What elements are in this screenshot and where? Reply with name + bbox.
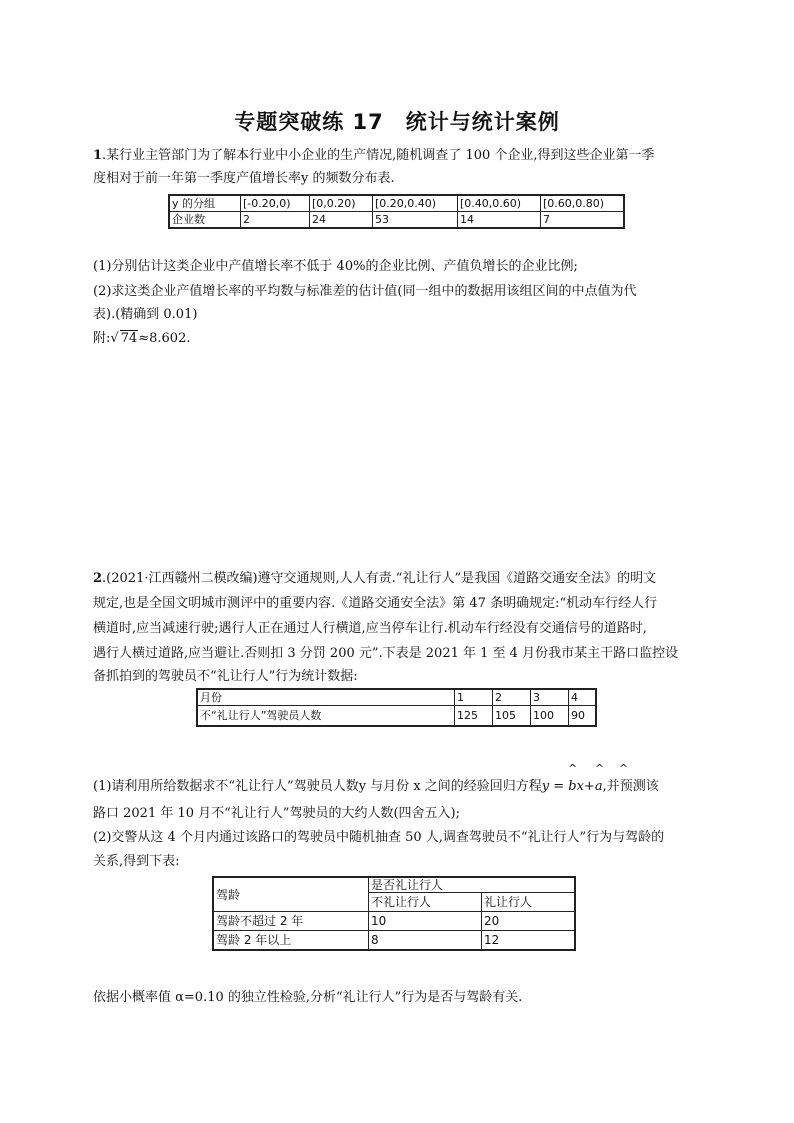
table-cell: 4 bbox=[569, 689, 597, 706]
table-cell: 驾龄 2 年以上 bbox=[213, 931, 369, 951]
q2-number: 2 bbox=[93, 571, 103, 586]
q2-line-5: 备抓拍到的驾驶员不“礼让行人”行为统计数据: bbox=[93, 669, 358, 684]
table-cell: 1 bbox=[455, 689, 493, 706]
table-cell: 90 bbox=[569, 706, 597, 727]
q1-frequency-table bbox=[168, 194, 625, 229]
table-cell: 100 bbox=[531, 706, 569, 727]
q1-line-1: 1.某行业主管部门为了解本行业中小企业的生产情况,随机调查了 100 个企业,得到这些企业第一季 bbox=[93, 148, 655, 163]
q1-part-2a: (2)求这类企业产值增长率的平均数与标准差的估计值(同一组中的数据用该组区间的中点值为代 bbox=[93, 284, 637, 299]
q1-part-2b: 表).(精确到 0.01) bbox=[93, 307, 198, 322]
table-cell: 不礼让行人 bbox=[369, 893, 482, 912]
table-cell: [0,0.20) bbox=[310, 195, 373, 212]
table-cell: [0.20,0.40) bbox=[373, 195, 458, 212]
q2-part-1b: 路口 2021 年 10 月不“礼让行人”驾驶员的大约人数(四舍五入); bbox=[93, 806, 460, 821]
table-cell: 14 bbox=[458, 212, 541, 229]
regression-equation: y = bx+a bbox=[541, 779, 603, 794]
table-cell: 是否礼让行人 bbox=[369, 877, 576, 893]
table-cell: 3 bbox=[531, 689, 569, 706]
q2-final-question: 依据小概率值 α=0.10 的独立性检验,分析“礼让行人”行为是否与驾龄有关. bbox=[93, 990, 523, 1005]
table-cell: y 的分组 bbox=[169, 195, 241, 212]
q2-part-1a: (1)请利用所给数据求不“礼让行人”驾驶员人数y 与月份 x 之间的经验回归方程y = bx+a,并预测该 bbox=[93, 779, 659, 794]
table-cell: 企业数 bbox=[169, 212, 241, 229]
table-cell: 24 bbox=[310, 212, 373, 229]
document-page: 专题突破练 17 统计与统计案例 1.某行业主管部门为了解本行业中小企业的生产情况,随机调查了 100 个企业,得到这些企业第一季 度相对于前一年第一季度产值增长率y 的频数分布表. y 的分组 [-0.20,0) [0,0.20) [0.20,0.40) [0.40,0.60) [0.60,0.80) 企业数 2 24 53 14 7 (1)分别估计这类企业中产值增长率不低于 40%的企业比例、产值负增长的企业比例; (2)求这类企业产值增长率的平均数与标准差的估计值(同一组中的数据用该组区间的中点值为代 表).(精确到 0.01) 附:√ 74≈8.602. 2.(2021·江西赣州二模改编)遵守交通规则,人人有责.“礼让行人”是我国《道路交通安全法》的明文 规定,也是全国文明城市测评中的重要内容.《道路交通安全法》第 47 条明确规定:“机动车行经人行 横道时,应当减速行驶;遇行人正在通过人行横道,应当停车让行.机动车行经没有交通信号的道路时, 遇行人横过道路,应当避让.否则扣 3 分罚 200 元”.下表是 2021 年 1 至 4 月份我市某主干路口监控设 备抓拍到的驾驶员不“礼让行人”行为统计数据: 月份 1 2 3 4 不“礼让行人”驾驶员人数 125 105 100 90 ^ ^ ^ (1)请利用所给数据求不“礼让行人”驾驶员人数y 与月份 x 之间的经验回归方程y = bx+a,并预测该 路口 2021 年 10 月不“礼让行人”驾驶员的大约人数(四舍五入); (2)交警从这 4 个月内通过该路口的驾驶员中随机抽查 50 人,调查驾驶员不“礼让行人”行为与驾龄的 关系,得到下表: 驾龄 是否礼让行人 不礼让行人 礼让行人 驾龄不超过 2 年 10 20 驾龄 2 年以上 8 12 依据小概率值 α=0.10 的独立性检验,分析“礼让行人”行为是否与驾龄有关. bbox=[0, 0, 794, 1123]
table-row bbox=[213, 877, 575, 893]
q2-contingency-table bbox=[212, 876, 576, 951]
table-cell: [0.40,0.60) bbox=[458, 195, 541, 212]
q2-line-2: 规定,也是全国文明城市测评中的重要内容.《道路交通安全法》第 47 条明确规定:“机动车行经人行 bbox=[93, 596, 658, 611]
q2-part-2a: (2)交警从这 4 个月内通过该路口的驾驶员中随机抽查 50 人,调查驾驶员不“礼让行人”行为与驾龄的 bbox=[93, 830, 665, 845]
table-cell: 20 bbox=[482, 912, 576, 931]
q1-note: 附:√ 74≈8.602. bbox=[93, 331, 191, 346]
table-row bbox=[197, 706, 596, 727]
table-row bbox=[197, 689, 596, 706]
page-title: 专题突破练 17 统计与统计案例 bbox=[234, 110, 560, 134]
table-cell: 53 bbox=[373, 212, 458, 229]
q2-line-4: 遇行人横过道路,应当避让.否则扣 3 分罚 200 元”.下表是 2021 年 1 至 4 月份我市某主干路口监控设 bbox=[93, 646, 679, 661]
table-cell: 105 bbox=[493, 706, 531, 727]
table-cell: 7 bbox=[541, 212, 625, 229]
q1-line-2: 度相对于前一年第一季度产值增长率y 的频数分布表. bbox=[93, 171, 395, 186]
table-cell: 驾龄 bbox=[213, 877, 369, 912]
table-cell: 礼让行人 bbox=[482, 893, 576, 912]
q2-part-2b: 关系,得到下表: bbox=[93, 854, 180, 869]
q2-line-1: 2.(2021·江西赣州二模改编)遵守交通规则,人人有责.“礼让行人”是我国《道路交通安全法》的明文 bbox=[93, 571, 657, 586]
q1-number: 1 bbox=[93, 148, 103, 163]
table-cell: 10 bbox=[369, 912, 482, 931]
table-row bbox=[213, 931, 575, 951]
q2-monthly-table bbox=[196, 688, 597, 727]
table-cell: 8 bbox=[369, 931, 482, 951]
table-row bbox=[169, 212, 624, 229]
table-cell: 12 bbox=[482, 931, 576, 951]
sqrt-symbol: √ 74 bbox=[110, 331, 138, 346]
q1-part-1: (1)分别估计这类企业中产值增长率不低于 40%的企业比例、产值负增长的企业比例; bbox=[93, 259, 578, 274]
table-cell: 不“礼让行人”驾驶员人数 bbox=[197, 706, 455, 727]
table-row bbox=[213, 912, 575, 931]
table-row bbox=[169, 195, 624, 212]
table-cell: [-0.20,0) bbox=[241, 195, 310, 212]
q2-line-3: 横道时,应当减速行驶;遇行人正在通过人行横道,应当停车让行.机动车行经没有交通信号的道路时, bbox=[93, 621, 647, 636]
table-cell: 驾龄不超过 2 年 bbox=[213, 912, 369, 931]
table-cell: 2 bbox=[493, 689, 531, 706]
table-cell: 月份 bbox=[197, 689, 455, 706]
table-cell: 125 bbox=[455, 706, 493, 727]
table-cell: [0.60,0.80) bbox=[541, 195, 625, 212]
table-cell: 2 bbox=[241, 212, 310, 229]
